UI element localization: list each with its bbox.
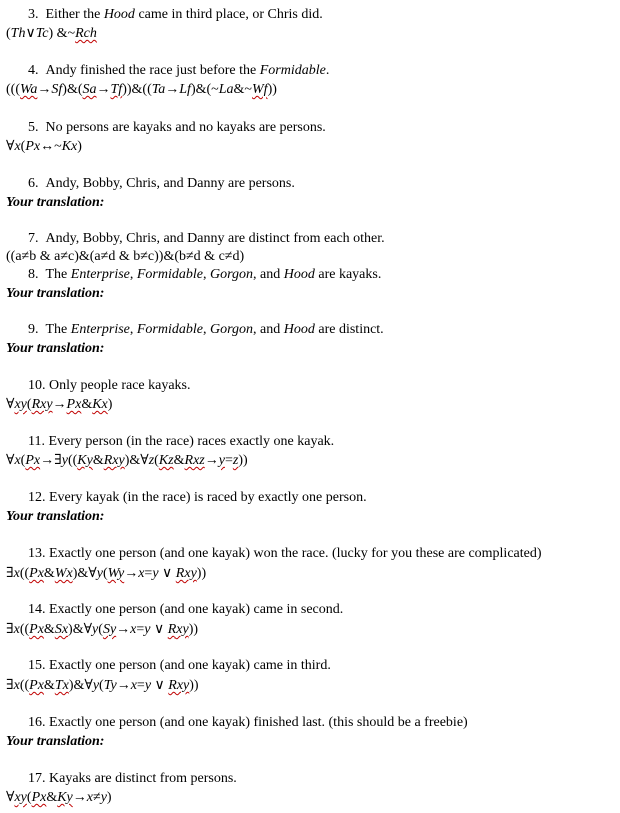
question-10: 10. Only people race kayaks. xyxy=(28,378,191,393)
question-9: 9. The Enterprise, Formidable, Gorgon, and Hood are distinct. xyxy=(28,322,384,337)
question-14: 14. Exactly one person (and one kayak) came in second. xyxy=(28,602,344,617)
question-12: 12. Every kayak (in the race) is raced by exactly one person. xyxy=(28,490,367,505)
answer-14: ∃x((Px&Sx)&∀y(Sy→x=y ∨ Rxy)) xyxy=(6,622,199,637)
translation-label-16: Your translation: xyxy=(6,734,105,749)
question-3: 3. Either the Hood came in third place, or Chris did. xyxy=(28,7,323,22)
translation-label-12: Your translation: xyxy=(6,509,105,524)
question-11: 11. Every person (in the race) races exactly one kayak. xyxy=(28,434,335,449)
answer-7: ((a≠b & a≠c)&(a≠d & b≠c))&(b≠d & c≠d) xyxy=(6,249,245,264)
answer-15: ∃x((Px&Tx)&∀y(Ty→x=y ∨ Rxy)) xyxy=(6,678,199,693)
translation-label-6: Your translation: xyxy=(6,195,105,210)
question-6: 6. Andy, Bobby, Chris, and Danny are persons. xyxy=(28,176,295,191)
translation-label-8: Your translation: xyxy=(6,286,105,301)
answer-4: (((Wa→Sf)&(Sa→Tf))&((Ta→Lf)&(~La&~Wf)) xyxy=(6,82,277,97)
question-17: 17. Kayaks are distinct from persons. xyxy=(28,771,237,786)
question-7: 7. Andy, Bobby, Chris, and Danny are distinct from each other. xyxy=(28,231,385,246)
answer-5: ∀x(Px↔~Kx) xyxy=(6,139,82,154)
question-13: 13. Exactly one person (and one kayak) won the race. (lucky for you these are complicated) xyxy=(28,546,542,561)
question-5: 5. No persons are kayaks and no kayaks are persons. xyxy=(28,120,326,135)
question-15: 15. Exactly one person (and one kayak) came in third. xyxy=(28,658,331,673)
question-16: 16. Exactly one person (and one kayak) finished last. (this should be a freebie) xyxy=(28,715,468,730)
answer-11: ∀x(Px→∃y((Ky&Rxy)&∀z(Kz&Rxz→y=z)) xyxy=(6,453,248,468)
answer-10: ∀xy(Rxy→Px&Kx) xyxy=(6,397,113,412)
translation-label-9: Your translation: xyxy=(6,341,105,356)
question-4: 4. Andy finished the race just before the Formidable. xyxy=(28,63,330,78)
answer-17: ∀xy(Px&Ky→x≠y) xyxy=(6,790,112,805)
answer-3: (Th∨Tc) &~Rch xyxy=(6,26,97,41)
answer-13: ∃x((Px&Wx)&∀y(Wy→x=y ∨ Rxy)) xyxy=(6,566,207,581)
question-8: 8. The Enterprise, Formidable, Gorgon, and Hood are kayaks. xyxy=(28,267,382,282)
